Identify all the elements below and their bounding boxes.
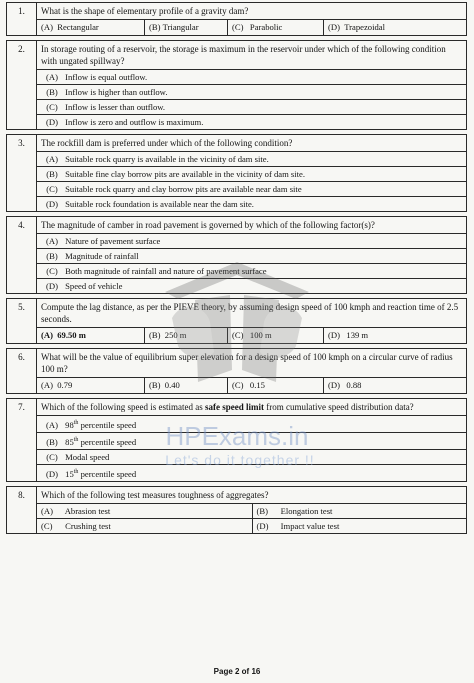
option-a[interactable]: (A) Abrasion test [37,503,252,518]
question-text: The magnitude of camber in road pavement is governed by which of the following factor(s)? [41,220,375,230]
option-d[interactable]: (D) Impact value test [252,518,467,533]
option-a[interactable]: (A) 98th percentile speed [37,415,466,432]
question-7 [6,398,467,482]
option-d[interactable]: (D) Trapezoidal [323,20,466,35]
option-d[interactable]: (D) 0.88 [323,378,466,393]
question-text: Compute the lag distance, as per the PIEVE theory, by assuming design speed of 100 kmph and reaction time of 2.5 seconds. [41,302,459,324]
question-text: The rockfill dam is preferred under which of the following condition? [41,138,293,148]
options-row [37,377,466,393]
option-d[interactable]: (D) 139 m [323,328,466,343]
option-b[interactable]: (B) 0.40 [144,378,227,393]
option-d[interactable]: (D) Inflow is zero and outflow is maximum. [37,114,466,129]
question-3 [6,134,467,212]
question-8 [6,486,467,534]
option-c[interactable]: (C) Modal speed [37,449,466,464]
question-text: Which of the following speed is estimated as safe speed limit from cumulative speed distribution data? [41,402,414,412]
question-number: 6. [7,349,37,394]
option-d[interactable]: (D) Speed of vehicle [37,278,466,293]
option-a[interactable]: (A) 0.79 [41,380,73,390]
option-a[interactable]: (A) 69.50 m [41,330,86,340]
option-b[interactable]: (B) 85th percentile speed [37,432,466,449]
options-row [37,19,466,35]
option-d[interactable]: (D) 15th percentile speed [37,464,466,481]
question-4 [6,216,467,294]
question-number: 4. [7,217,37,294]
option-c[interactable]: (C) 100 m [227,328,323,343]
option-c[interactable]: (C) Parabolic [227,20,323,35]
question-text: Which of the following test measures toughness of aggregates? [41,489,269,500]
watermark-tagline: Let's do it together !! [165,452,315,468]
question-number: 8. [7,486,37,533]
question-number: 3. [7,135,37,212]
option-a[interactable]: (A) Nature of pavement surface [37,233,466,248]
question-number: 5. [7,299,37,344]
option-c[interactable]: (C) Both magnitude of rainfall and nature of pavement surface [37,263,466,278]
option-c[interactable]: (C) Suitable rock quarry and clay borrow pits are available near dam site [37,181,466,196]
page-footer: Page 2 of 16 [213,667,261,676]
question-text: What is the shape of elementary profile of a gravity dam? [41,6,249,16]
option-c[interactable]: (C) Crushing test [37,518,252,533]
question-sheet [6,2,467,534]
question-text: In storage routing of a reservoir, the storage is maximum in the reservoir under which of the following condition with ungated spillway? [41,44,446,66]
question-2 [6,40,467,130]
question-number: 7. [7,399,37,482]
question-text: What will be the value of equilibrium super elevation for a design speed of 100 kmph on a circular curve of radius 100 m? [41,352,453,374]
question-number: 1. [7,3,37,36]
option-a[interactable]: (A) Suitable rock quarry is available in the vicinity of dam site. [37,151,466,166]
option-b[interactable]: (B) Inflow is higher than outflow. [37,84,466,99]
question-5 [6,298,467,344]
options-grid [37,503,466,533]
emphasis-text: safe speed limit [204,402,264,412]
option-a[interactable]: (A) Rectangular [41,22,99,32]
options-row [37,327,466,343]
option-a[interactable]: (A) Inflow is equal outflow. [37,69,466,84]
option-b[interactable]: (B) Suitable fine clay borrow pits are available in the vicinity of dam site. [37,166,466,181]
option-b[interactable]: (B) Elongation test [252,503,467,518]
question-6 [6,348,467,394]
option-d[interactable]: (D) Suitable rock foundation is available near the dam site. [37,196,466,211]
question-number: 2. [7,41,37,130]
option-b[interactable]: (B) Magnitude of rainfall [37,248,466,263]
question-1 [6,2,467,36]
option-c[interactable]: (C) 0.15 [227,378,323,393]
option-b[interactable]: (B) 250 m [144,328,227,343]
option-c[interactable]: (C) Inflow is lesser than outflow. [37,99,466,114]
watermark-brand: HPExams.in [165,421,309,451]
option-b[interactable]: (B) Triangular [144,20,227,35]
